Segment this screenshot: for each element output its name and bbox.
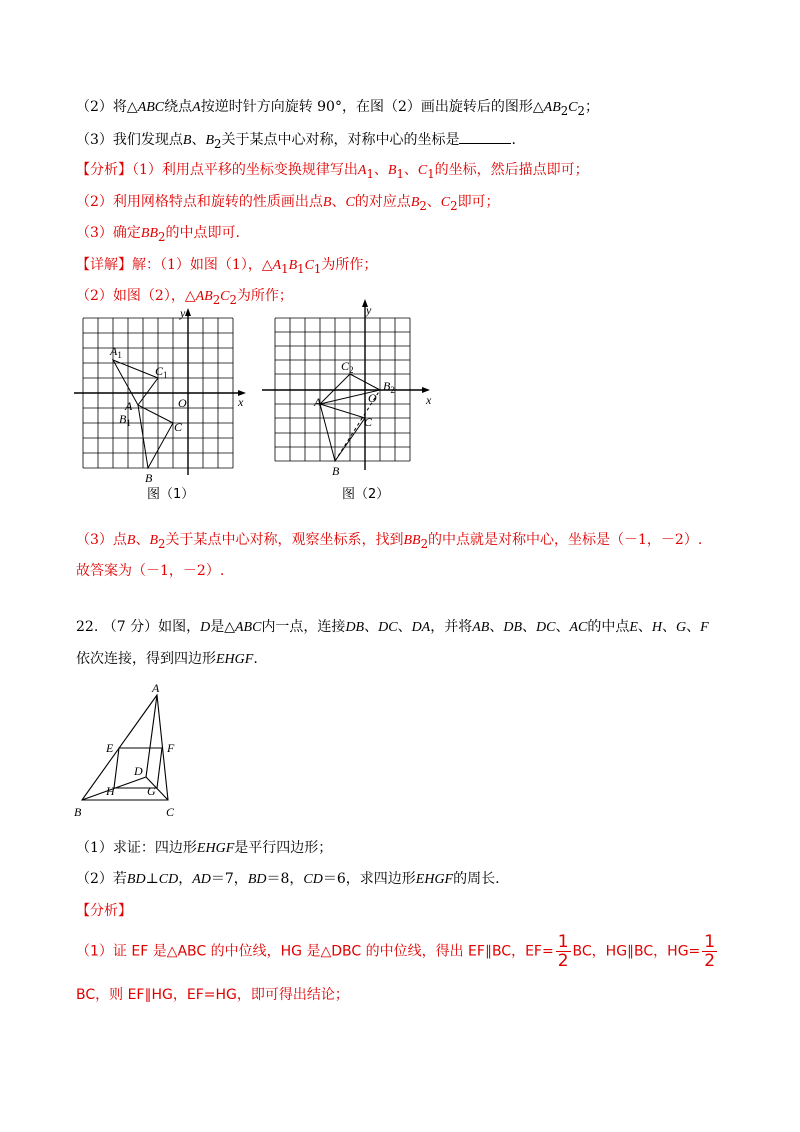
- x-label: x: [426, 393, 432, 407]
- y-label: y: [366, 303, 372, 317]
- label-b1: $B_1$: [119, 412, 131, 428]
- q21-part3: （3）我们发现点B、$B_2$关于某点中心对称，对称中心的坐标是 .: [76, 129, 516, 154]
- q21-part2: （2）将△ABC绕点A按逆时针方向旋转 90°，在图（2）画出旋转后的图形$\triangle AB_2C_2$；: [76, 99, 599, 118]
- label-a: A: [314, 395, 322, 409]
- label-g: G: [147, 784, 156, 798]
- label-e: E: [106, 741, 114, 755]
- triangle-abc: [320, 404, 365, 461]
- triangle-a1b1c1: [113, 360, 158, 405]
- q21-analysis-1: 【分析】（1）利用点平移的坐标变换规律写出$A_1$、$B_1$、$C_1$的坐标，然后描点即可；: [76, 162, 589, 181]
- q22-stem-1: 22. （7 分）如图，D是△ABC内一点，连接DB、DC、DA，并将AB、DB、DC、AC的中点E、H、G、F: [76, 619, 709, 635]
- x-label: x: [238, 395, 244, 409]
- label-a: A: [152, 681, 160, 695]
- label-c2: $C_2$: [341, 359, 354, 375]
- q22-analysis-2: BC，则 EF∥HG，EF=HG，即可得出结论；: [76, 987, 349, 1003]
- label-c1: $C_1$: [155, 364, 168, 380]
- figure-1-caption: 图（1）: [147, 487, 195, 502]
- figure-2-grid: [262, 298, 452, 498]
- label-c: C: [166, 805, 175, 819]
- q22-analysis-1: （1）证 EF 是△ABC 的中位线，HG 是△DBC 的中位线，得出 EF∥BC，EF= $\frac{1}{2}$ BC，HG∥BC，HG= $\frac{1}{2}$: [76, 932, 716, 971]
- q22-stem-2: 依次连接，得到四边形EHGF.: [76, 651, 258, 667]
- q21-detail-3: （3）点B、$B_2$关于某点中心对称，观察坐标系，找到$BB_2$的中点就是对称中心，坐标是（－1，－2）.: [76, 532, 703, 551]
- q22-part2: （2）若BD⊥CD，AD＝7，BD＝8，CD＝6，求四边形EHGF的周长.: [76, 871, 500, 887]
- label-a: A: [125, 399, 133, 413]
- q21-analysis-2: （2）利用网格特点和旋转的性质画出点B、C的对应点$B_2$、$C_2$即可；: [76, 194, 500, 213]
- label-c: C: [364, 415, 373, 429]
- q22-part1: （1）求证：四边形EHGF是平行四边形；: [76, 840, 333, 856]
- label-a1: $A_1$: [110, 344, 122, 360]
- answer-blank: [459, 129, 511, 144]
- origin-label: O: [368, 391, 377, 405]
- q22-analysis-tag: 【分析】: [76, 903, 132, 919]
- fraction-half: $\frac{1}{2}$: [557, 932, 569, 971]
- label-b: B: [74, 805, 82, 819]
- quadrilateral-figure: [70, 680, 200, 820]
- q21-analysis-3: （3）确定$BB_2$的中点即可.: [76, 225, 240, 244]
- origin-label: O: [178, 396, 187, 410]
- figure-1-grid: [70, 305, 260, 505]
- q21-detail-2: （2）如图（2），$\triangle AB_2C_2$为所作；: [76, 288, 293, 307]
- label-b: B: [332, 464, 340, 478]
- figure-2-caption: 图（2）: [342, 487, 390, 502]
- label-c: C: [174, 420, 183, 434]
- q21-answer: 故答案为（－1，－2）.: [76, 563, 225, 579]
- label-h: H: [106, 784, 115, 798]
- q21-detail-1: 【详解】解：（1）如图（1），$\triangle A_1B_1C_1$为所作；: [76, 257, 378, 276]
- label-b2: $B_2$: [383, 379, 395, 395]
- label-b: B: [145, 471, 153, 485]
- y-label: y: [180, 306, 186, 320]
- label-f: F: [167, 741, 175, 755]
- fraction-half: $\frac{1}{2}$: [704, 932, 716, 971]
- label-d: D: [134, 764, 143, 778]
